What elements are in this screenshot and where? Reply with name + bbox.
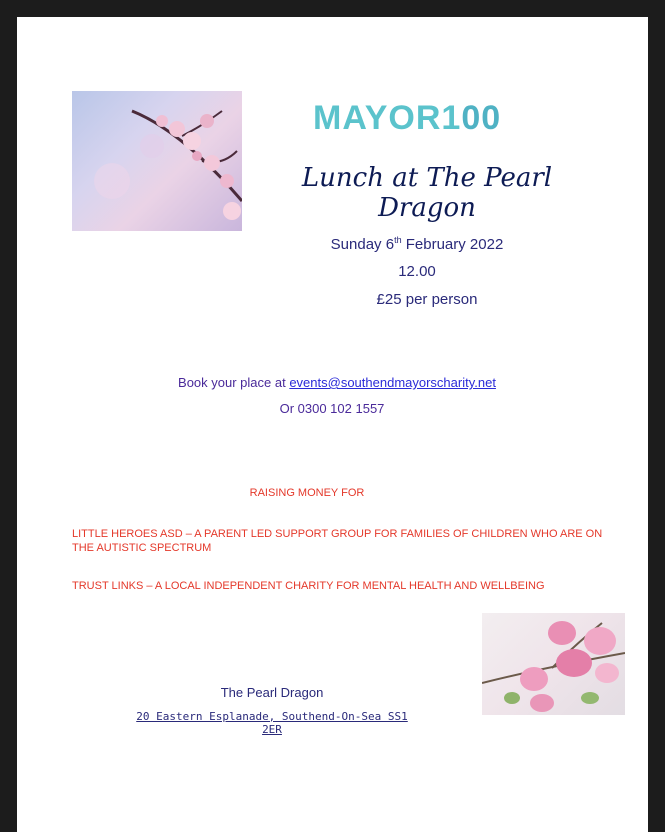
mayor100-logo: MAYOR100	[313, 99, 502, 137]
event-title: Lunch at The Pearl Dragon	[301, 163, 553, 223]
magnolia-image	[482, 613, 625, 715]
venue-name: The Pearl Dragon	[220, 685, 324, 700]
raising-money-heading: RAISING MONEY FOR	[249, 487, 365, 499]
cherry-blossom-image	[72, 91, 242, 231]
booking-line: Book your place at events@southendmayorscharity.net	[178, 375, 496, 390]
trust-links-text: TRUST LINKS – A LOCAL INDEPENDENT CHARITY FOR MENTAL HEALTH AND WELLBEING	[72, 580, 545, 592]
event-time: 12.00	[398, 263, 436, 280]
booking-phone: Or 0300 102 1557	[279, 401, 385, 416]
little-heroes-text: LITTLE HEROES ASD – A PARENT LED SUPPORT GROUP FOR FAMILIES OF CHILDREN WHO ARE ON THE AUTISTIC SPECTRUM	[72, 528, 603, 554]
event-date: Sunday 6th February 2022	[330, 235, 504, 253]
event-price: £25 per person	[376, 291, 478, 308]
booking-email-link[interactable]: events@southendmayorscharity.net	[289, 375, 496, 390]
venue-address: 20 Eastern Esplanade, Southend-On-Sea SS1 2ER	[136, 710, 408, 736]
flyer-page	[17, 17, 648, 832]
